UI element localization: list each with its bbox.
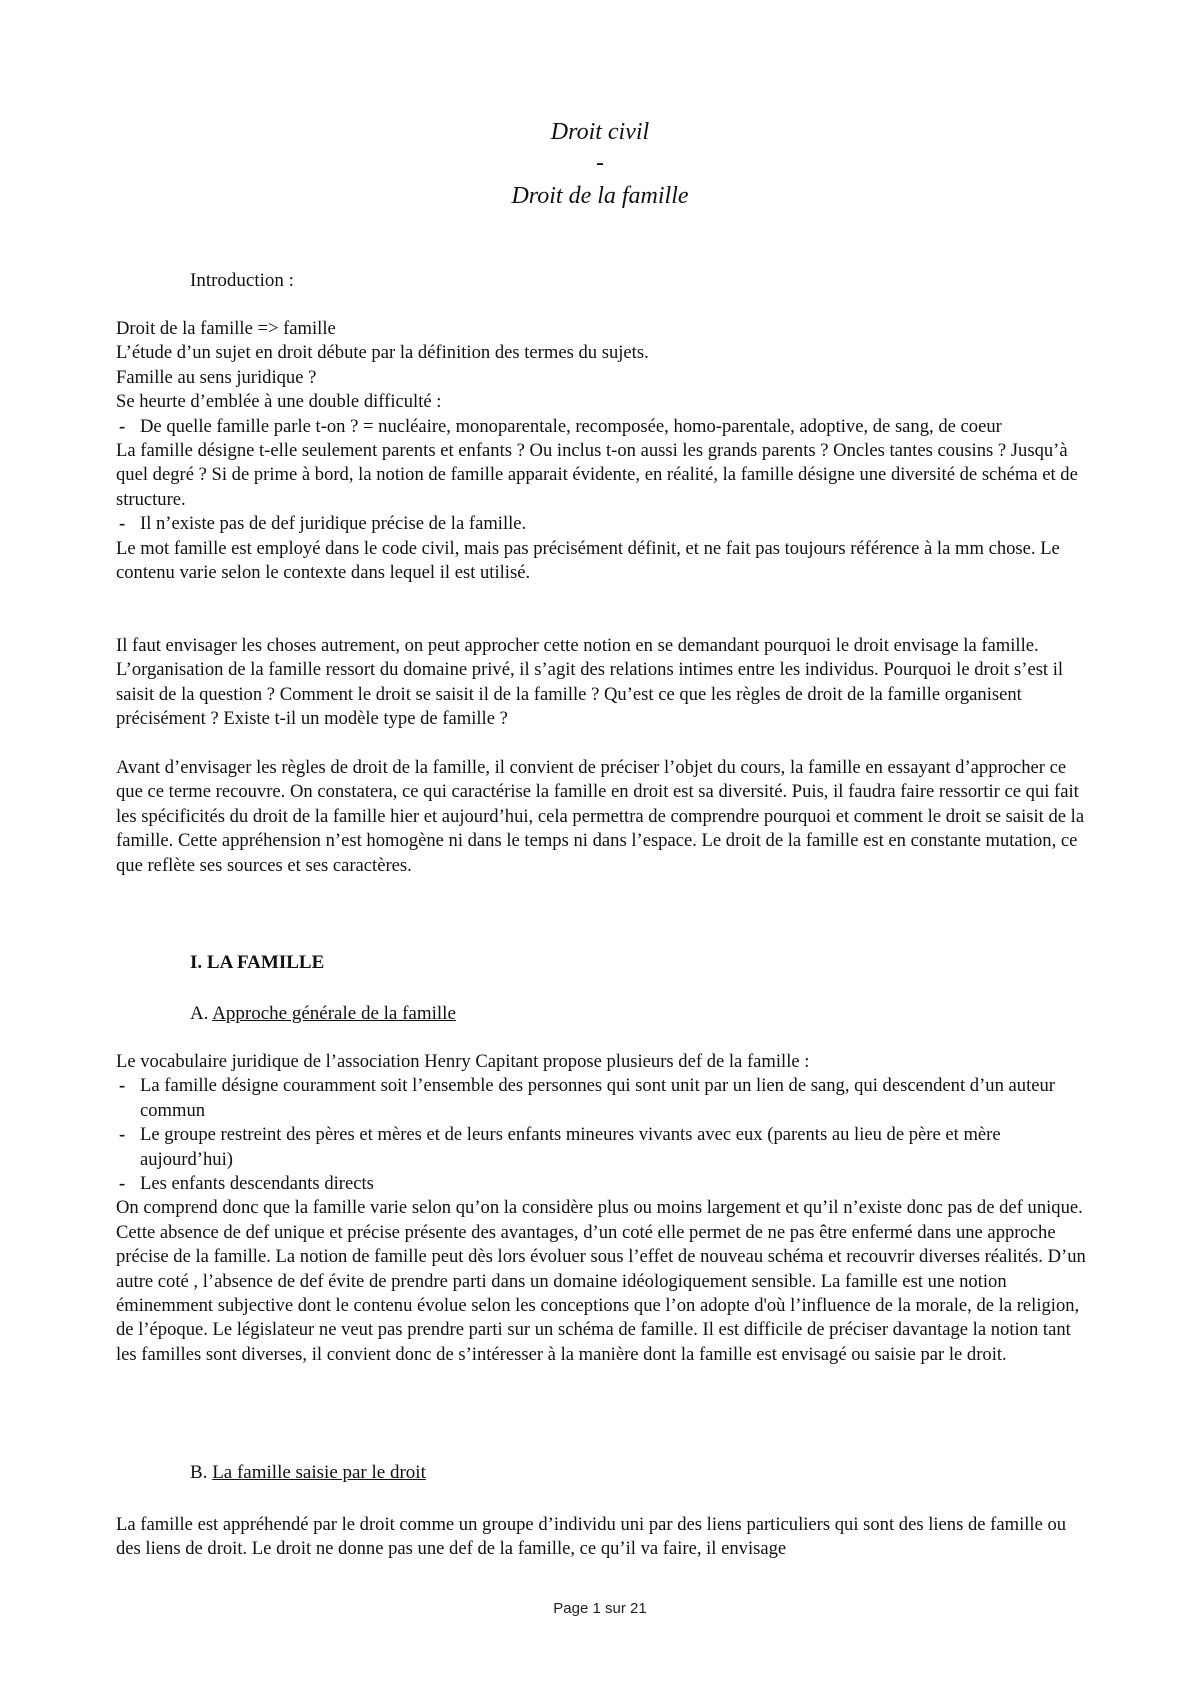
intro-bullet-list	[116, 512, 1090, 536]
title-separator: -	[596, 150, 604, 176]
intro-block	[116, 317, 1090, 585]
section-heading-a	[190, 1002, 456, 1026]
section-heading-b	[190, 1461, 426, 1485]
paragraph-text: Il faut envisager les choses autrement, on peut approcher cette notion en se demandant pourquoi le droit envisage la famille. L’organisation de la famille ressort du domaine privé, il s’agit des relations intimes entre les individus. Pourquoi le droit s’est il saisit de la question ? Comment le droit se saisit il de la famille ? Qu’est ce que les règles de droit de la famille organisent précisément ? Existe t-il un modèle type de famille ?	[116, 635, 1064, 730]
list-item: - La famille désigne couramment soit l’ensemble des personnes qui sont unit par un lien de sang, qui descendent d’un auteur commun	[116, 1074, 1090, 1123]
section-prefix: B.	[190, 1462, 208, 1483]
section-b-paragraph	[116, 1513, 1090, 1562]
section-title: Approche générale de la famille	[212, 1003, 456, 1024]
section-a-bullet-list	[116, 1074, 1090, 1196]
section-title: La famille saisie par le droit	[212, 1462, 426, 1483]
list-item: - Le groupe restreint des pères et mères et de leurs enfants mineures vivants avec eux (parents au lieu de père et mère aujourd’hui)	[116, 1123, 1090, 1172]
list-item: - De quelle famille parle t-on ? = nucléaire, monoparentale, recomposée, homo-parentale, adoptive, de sang, de coeur	[116, 415, 1090, 439]
section-heading-1: I. LA FAMILLE	[190, 952, 325, 973]
section-prefix: A.	[190, 1003, 209, 1024]
intro-paragraph: Famille au sens juridique ?	[116, 366, 317, 388]
page-number: Page 1 sur 21	[553, 1600, 647, 1617]
paragraph-autrement	[116, 634, 1090, 732]
intro-paragraph: Droit de la famille => famille	[116, 318, 336, 339]
intro-paragraph: Le mot famille est employé dans le code civil, mais pas précisément définit, et ne fait pas toujours référence à la mm chose. Le contenu varie selon le contexte dans lequel il est utilisé.	[116, 537, 1060, 584]
section-a-paragraph: Le vocabulaire juridique de l’association Henry Capitant propose plusieurs def de la famille :	[116, 1051, 810, 1072]
intro-bullet-list	[116, 415, 1090, 439]
title-line-1: Droit civil	[550, 119, 650, 145]
intro-paragraph: Se heurte d’emblée à une double difficulté :	[116, 391, 442, 413]
paragraph-text: La famille est appréhendé par le droit comme un groupe d’individu uni par des liens particuliers qui sont des liens de famille ou des liens de droit. Le droit ne donne pas une def de la famille, ce qu’il va faire, il envisage	[116, 1514, 1067, 1560]
section-a-block	[116, 1050, 1090, 1367]
intro-paragraph: L’étude d’un sujet en droit débute par la définition des termes du sujets.	[116, 342, 649, 364]
title-line-2: Droit de la famille	[511, 183, 689, 209]
list-item: - Les enfants descendants directs	[116, 1172, 1090, 1196]
paragraph-text: Avant d’envisager les règles de droit de la famille, il convient de préciser l’objet du cours, la famille en essayant d’approcher ce que ce terme recouvre. On constatera, ce qui caractérise la famille en droit est sa diversité. Puis, il faudra faire ressortir ce qui fait les spécificités du droit de la famille hier et aujourd’hui, cela permettra de comprendre pourquoi et comment le droit se saisit de la famille. Cette appréhension n’est homogène ni dans le temps ni dans l’espace. Le droit de la famille est en constante mutation, ce que reflète ses sources et ses caractères.	[116, 757, 1085, 876]
intro-heading: Introduction :	[190, 270, 294, 291]
paragraph-avant	[116, 756, 1090, 878]
section-a-paragraph: On comprend donc que la famille varie selon qu’on la considère plus ou moins largement et qu’il n’existe donc pas de def unique. Cette absence de def unique et précise présente des avantages, d’un coté elle permet de ne pas être enfermé dans une approche précise de la famille. La notion de famille peut dès lors évoluer sous l’effet de nouveau schéma et recouvrir diverses réalités. D’un autre coté , l’absence de def évite de prendre parti dans un domaine idéologiquement sensible. La famille est une notion éminemment subjective dont le contenu évolue selon les conceptions que l’on adopte d'où l’influence de la morale, de la religion, de l’époque. Le législateur ne veut pas prendre parti sur un schéma de famille. Il est difficile de préciser davantage la notion tant les familles sont diverses, il convient donc de s’intéresser à la manière dont la famille est envisagé ou saisie par le droit.	[116, 1197, 1086, 1365]
intro-paragraph: La famille désigne t-elle seulement parents et enfants ? Ou inclus t-on aussi les grands parents ? Oncles tantes cousins ? Jusqu’à quel degré ? Si de prime à bord, la notion de famille apparait évidente, en réalité, la famille désigne une diversité de schéma et de structure.	[116, 440, 1078, 510]
list-item: - Il n’existe pas de def juridique précise de la famille.	[116, 512, 1090, 536]
